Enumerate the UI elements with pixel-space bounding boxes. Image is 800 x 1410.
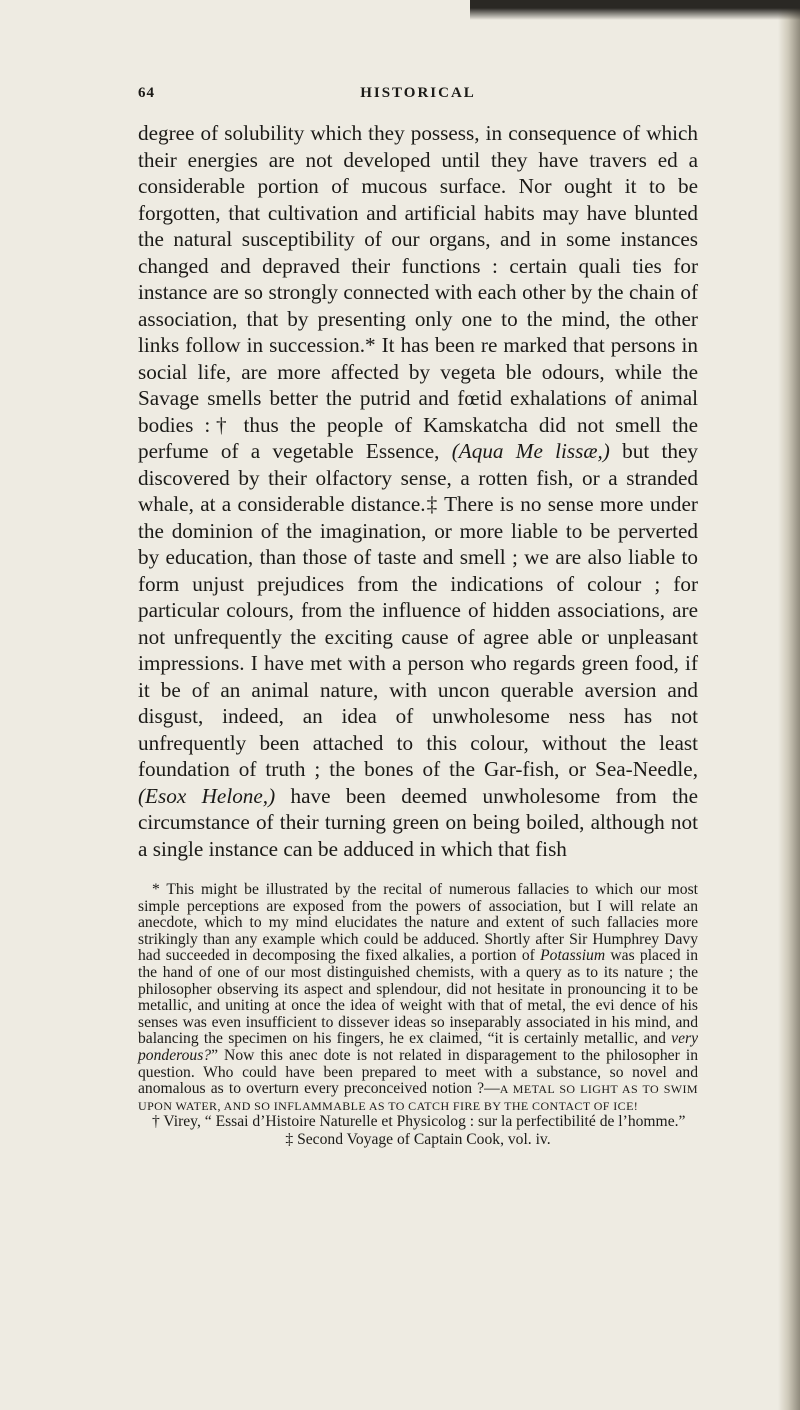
footnote-dagger: † Virey, “ Essai d’Histoire Naturelle et Physicolog : sur la perfectibilité de l’homme.” [152,1113,686,1131]
small-caps-exclamation: A METAL SO LIGHT AS TO SWIM UPON WATER, AND SO INFLAMMABLE AS TO CATCH FIRE BY THE CONTACT OF ICE! [138,1082,698,1113]
page-number: 64 [138,85,155,101]
page-edge-shadow [778,0,800,1410]
ponderous-quote: very ponderous? [138,1030,698,1064]
body-text-part-3: have been deemed unwholesome from the circumstance of their turning green on being boiled, although not a single instance can be adduced in which that fish [138,783,698,861]
body-text-part-1: degree of solubility which they possess, in consequence of which their energies are not developed until they have travers ed a considerable portion of mucous surface. Nor ought it to be forgotten, that cultivation and artificial habits may have blunted the natural susceptibility of our organs, and in some instances changed and depraved their functions : certain quali ties for instance are so strongly connected with each other by the chain of association, that by presenting only one to the mind, the other links follow in succession.* It has been re marked that persons in social life, are more affected by vegeta ble odours, while the Savage smells better the putrid and fœtid exhalations of animal bodies :† thus the people of Kamskatcha did not smell the perfume of a vegetable Essence, [138,121,698,463]
top-edge-shadow [470,0,800,20]
potassium-term: Potassium [540,947,606,965]
footnote-double-dagger: ‡ Second Voyage of Captain Cook, vol. iv. [285,1130,551,1148]
body-text-part-2: but they discovered by their olfactory sense, a rotten fish, or a stranded whale, at a considerable distance.‡ There is no sense more under the dominion of the imagination, or more liable to be perverted by education, than those of taste and smell ; we are also liable to form unjust prejudices from the indications of colour ; for particular colours, from the influence of hidden associations, are not unfrequently the exciting cause of agree able or unpleasant impressions. I have met with a person who regards green food, if it be of an animal nature, with uncon querable aversion and disgust, indeed, an idea of unwholesome ness has not unfrequently been attached to this colour, without the least foundation of truth ; the bones of the Gar-fish, or Sea-Needle, [138,439,698,781]
latin-name-esox-helone: (Esox Helone,) [138,783,276,808]
latin-name-aqua-melissae: (Aqua Me lissæ,) [451,439,610,463]
body-paragraph [138,120,698,862]
main-text [138,120,698,862]
page-header [138,85,698,105]
footnote-star: * This might be illustrated by the recital of numerous fallacies to which our most simple perceptions are exposed from the powers of association, but I will relate an anecdote, which to my mind elucidates the nature and extent of such fallacies more strikingly than any example which could be adduced. Shortly after Sir Humphrey Davy had succeeded in decomposing the fixed alkalies, a portion of Potassium was placed in the hand of one of our most distinguished chemists, with a query as to its nature ; the philosopher observing its aspect and splendour, did not hesitate in pronouncing it to be metallic, and uniting at once the idea of weight with that of metal, the evi dence of his senses was even insufficient to dissever ideas so inseparably associated in his mind, and balancing the specimen on his fingers, he ex claimed, “it is certainly metallic, and very ponderous?” Now this anec dote is not related in disparagement to the philosopher in question. Who could have been prepared to meet with a substance, so novel and anomalous as to overturn every preconceived notion ?—A METAL SO LIGHT AS TO SWIM UPON WATER, AND SO INFLAMMABLE AS TO CATCH FIRE BY THE CONTACT OF ICE! [138,881,699,1113]
footnotes [138,882,698,1149]
running-head: HISTORICAL [360,85,476,101]
